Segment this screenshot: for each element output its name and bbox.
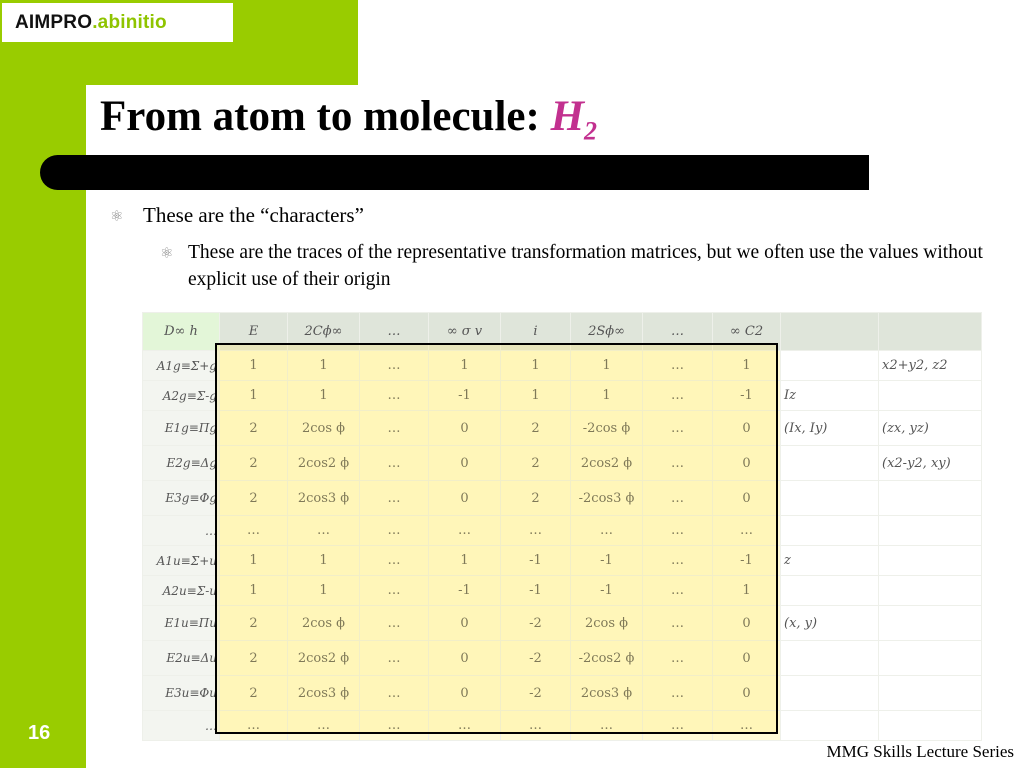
character-value: … [360, 576, 429, 606]
character-value: … [288, 516, 360, 546]
character-value: 0 [713, 641, 781, 676]
character-value: … [360, 606, 429, 641]
basis-function [879, 481, 982, 516]
basis-function: z [781, 546, 879, 576]
logo-text-main: AIMPRO [15, 11, 93, 33]
irrep-label: E2u≡Δu [143, 641, 220, 676]
table-row [143, 606, 982, 641]
character-value: … [501, 516, 571, 546]
bullet-text: These are the traces of the representative transformation matrices, but we often use the values without explicit use of their origin [188, 242, 983, 290]
character-value: … [220, 516, 288, 546]
basis-function [879, 676, 982, 711]
character-value: 0 [713, 411, 781, 446]
character-value: 0 [429, 676, 501, 711]
character-value: … [643, 576, 713, 606]
character-value: … [643, 381, 713, 411]
character-value: 1 [288, 381, 360, 411]
character-value: 1 [288, 351, 360, 381]
column-header [781, 313, 879, 351]
irrep-label: E3u≡Φu [143, 676, 220, 711]
character-value: … [571, 516, 643, 546]
character-value: … [643, 516, 713, 546]
character-value: 1 [713, 576, 781, 606]
irrep-label: E1g≡Πg [143, 411, 220, 446]
character-table-image [142, 312, 981, 735]
character-value: 2cos3 ϕ [288, 676, 360, 711]
character-value: 0 [429, 411, 501, 446]
character-value: 1 [501, 351, 571, 381]
table-row [143, 446, 982, 481]
atom-icon: ⚛ [160, 246, 174, 262]
basis-function [781, 676, 879, 711]
basis-function [781, 481, 879, 516]
character-value: -2 [501, 676, 571, 711]
character-value: … [643, 606, 713, 641]
character-value: -2cos3 ϕ [571, 481, 643, 516]
table-row [143, 676, 982, 711]
character-value: 2 [220, 446, 288, 481]
character-value: … [713, 711, 781, 741]
character-value: 1 [220, 351, 288, 381]
character-value: … [643, 676, 713, 711]
character-value: 1 [429, 546, 501, 576]
bullet-level-2 [160, 239, 995, 293]
character-value: 0 [429, 481, 501, 516]
character-value: 0 [713, 446, 781, 481]
character-value: … [643, 411, 713, 446]
character-value: … [643, 351, 713, 381]
basis-function [879, 381, 982, 411]
column-header: 2Cϕ∞ [288, 313, 360, 351]
character-value: … [360, 351, 429, 381]
page-number: 16 [28, 722, 51, 744]
molecule-symbol-subscript: 2 [584, 116, 598, 146]
irrep-label: E3g≡Φg [143, 481, 220, 516]
basis-function [879, 546, 982, 576]
character-value: 2 [220, 411, 288, 446]
character-value: -1 [571, 546, 643, 576]
character-value: -1 [713, 381, 781, 411]
character-value: … [360, 641, 429, 676]
character-value: 2cos3 ϕ [288, 481, 360, 516]
character-value: … [288, 711, 360, 741]
bullet-text: These are the “characters” [143, 203, 364, 227]
irrep-label: A2g≡Σ-g [143, 381, 220, 411]
bullet-level-1 [110, 203, 364, 228]
character-value: … [429, 711, 501, 741]
character-value: 2cos3 ϕ [571, 676, 643, 711]
title-divider-bar [40, 155, 869, 190]
character-value: 2cos2 ϕ [288, 446, 360, 481]
character-value: 0 [713, 676, 781, 711]
character-value: -2 [501, 641, 571, 676]
character-value: -1 [713, 546, 781, 576]
basis-function [879, 711, 982, 741]
character-value: … [360, 546, 429, 576]
column-header [879, 313, 982, 351]
character-value: … [571, 711, 643, 741]
character-value: 1 [501, 381, 571, 411]
character-value: 1 [220, 546, 288, 576]
character-table [142, 312, 982, 741]
group-label-header: D∞ h [143, 313, 220, 351]
character-value: … [643, 641, 713, 676]
character-value: -1 [429, 576, 501, 606]
character-value: 2cos ϕ [288, 411, 360, 446]
aimpro-logo [2, 3, 233, 42]
character-value: 1 [571, 351, 643, 381]
character-value: -1 [571, 576, 643, 606]
character-value: 2 [501, 481, 571, 516]
slide-title [100, 92, 597, 147]
table-row [143, 516, 982, 546]
character-value: 2cos ϕ [288, 606, 360, 641]
irrep-label: A1g≡Σ+g [143, 351, 220, 381]
character-value: 1 [429, 351, 501, 381]
character-value: 2 [220, 641, 288, 676]
character-value: … [643, 711, 713, 741]
irrep-label: A1u≡Σ+u [143, 546, 220, 576]
atom-icon: ⚛ [110, 209, 124, 225]
character-value: 2 [220, 676, 288, 711]
table-row [143, 411, 982, 446]
character-value: … [643, 481, 713, 516]
table-row [143, 546, 982, 576]
basis-function: (x2-y2, xy) [879, 446, 982, 481]
table-row [143, 641, 982, 676]
character-value: 1 [571, 381, 643, 411]
character-value: … [429, 516, 501, 546]
table-row [143, 576, 982, 606]
character-value: 1 [713, 351, 781, 381]
character-value: 2cos2 ϕ [288, 641, 360, 676]
character-value: … [360, 381, 429, 411]
column-header: i [501, 313, 571, 351]
column-header: 2Sϕ∞ [571, 313, 643, 351]
table-row [143, 481, 982, 516]
column-header: ∞ σ v [429, 313, 501, 351]
table-row [143, 351, 982, 381]
irrep-label: … [143, 711, 220, 741]
basis-function: x2+y2, z2 [879, 351, 982, 381]
footer-text: MMG Skills Lecture Series [826, 742, 1014, 761]
character-value: 0 [429, 446, 501, 481]
character-value: … [220, 711, 288, 741]
character-value: … [501, 711, 571, 741]
character-value: 2cos ϕ [571, 606, 643, 641]
character-value: -2cos ϕ [571, 411, 643, 446]
basis-function [879, 606, 982, 641]
irrep-label: A2u≡Σ-u [143, 576, 220, 606]
basis-function [781, 351, 879, 381]
logo-text-accent: .abinitio [92, 11, 167, 33]
character-value: 2 [501, 411, 571, 446]
character-value: 2 [220, 481, 288, 516]
basis-function: Iz [781, 381, 879, 411]
basis-function [781, 711, 879, 741]
irrep-label: E2g≡Δg [143, 446, 220, 481]
column-header: … [643, 313, 713, 351]
character-value: 1 [288, 546, 360, 576]
character-value: -1 [429, 381, 501, 411]
character-value: 0 [713, 606, 781, 641]
character-value: … [360, 676, 429, 711]
column-header: … [360, 313, 429, 351]
basis-function [781, 446, 879, 481]
character-value: … [360, 446, 429, 481]
character-value: -2cos2 ϕ [571, 641, 643, 676]
basis-function: (zx, yz) [879, 411, 982, 446]
table-row [143, 381, 982, 411]
character-value: -1 [501, 546, 571, 576]
character-value: … [360, 481, 429, 516]
character-value: 1 [220, 381, 288, 411]
basis-function [781, 641, 879, 676]
basis-function: (Ix, Iy) [781, 411, 879, 446]
character-value: 0 [429, 606, 501, 641]
table-header-row [143, 313, 982, 351]
character-value: … [643, 546, 713, 576]
character-value: … [360, 516, 429, 546]
column-header: E [220, 313, 288, 351]
left-green-band [0, 0, 86, 768]
column-header: ∞ C2 [713, 313, 781, 351]
basis-function [879, 576, 982, 606]
character-value: -1 [501, 576, 571, 606]
basis-function: (x, y) [781, 606, 879, 641]
character-value: … [360, 411, 429, 446]
table-row [143, 711, 982, 741]
character-value: … [643, 446, 713, 481]
character-value: -2 [501, 606, 571, 641]
basis-function [879, 516, 982, 546]
character-value: 2cos2 ϕ [571, 446, 643, 481]
slide-title-text: From atom to molecule: [100, 93, 551, 140]
basis-function [781, 576, 879, 606]
character-value: 0 [713, 481, 781, 516]
molecule-symbol-letter: H [550, 93, 585, 140]
irrep-label: E1u≡Πu [143, 606, 220, 641]
character-value: 2 [501, 446, 571, 481]
character-value: … [713, 516, 781, 546]
character-value: 1 [288, 576, 360, 606]
character-value: … [360, 711, 429, 741]
character-value: 2 [220, 606, 288, 641]
basis-function [879, 641, 982, 676]
character-table-body [143, 351, 982, 741]
character-value: 0 [429, 641, 501, 676]
molecule-symbol [550, 93, 598, 146]
basis-function [781, 516, 879, 546]
character-value: 1 [220, 576, 288, 606]
irrep-label: … [143, 516, 220, 546]
